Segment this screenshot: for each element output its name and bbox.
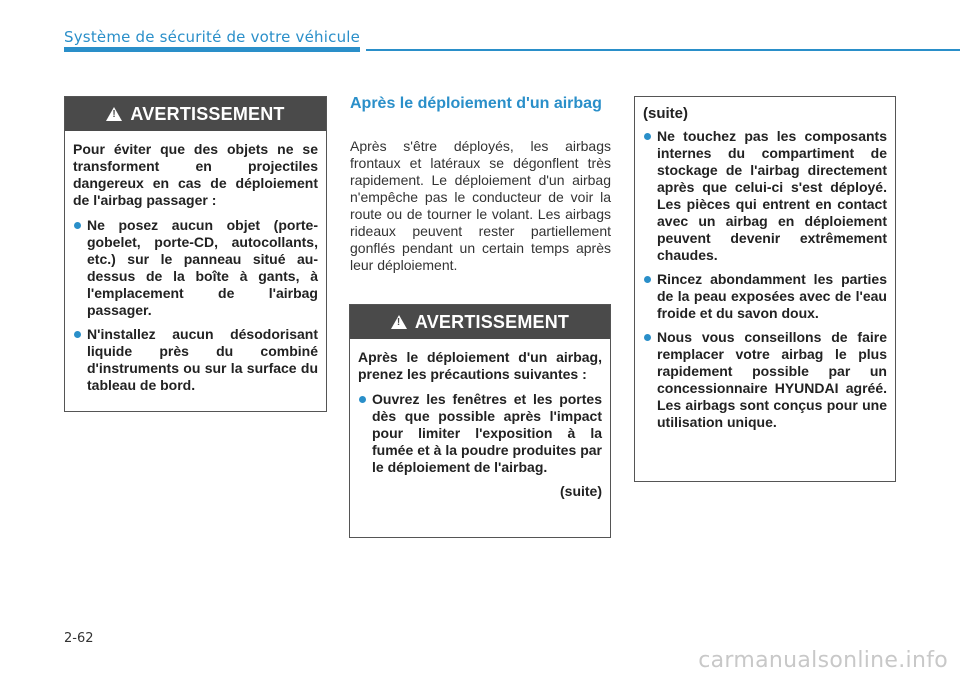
continued-heading: (suite) <box>643 105 688 122</box>
warning-item: Nous vous conseillons de faire remplacer votre airbag le plus rapidement possible par un concessionnaire HYUNDAI agréé. Les airbags sont conçus pour une utilisation unique. <box>643 329 887 431</box>
section-title: Après le déploiement d'un airbag <box>350 95 602 112</box>
page-number: 2-62 <box>64 631 94 646</box>
warning-header <box>65 97 326 131</box>
warning-box-left <box>64 96 327 412</box>
warning-box-middle <box>349 304 611 538</box>
continued-label: (suite) <box>560 483 602 499</box>
warning-list <box>358 391 602 476</box>
warning-box-right <box>634 96 896 482</box>
warning-body <box>65 131 326 409</box>
warning-intro: Pour éviter que des objets ne se transforment en projectiles dangereux en cas de déploiement de l'airbag passager : <box>73 141 318 208</box>
header-bar-right <box>366 49 960 51</box>
warning-item: Ouvrez les fenêtres et les portes dès que possible après l'impact pour limiter l'exposition à la fumée et à la poudre produites par le déploiement de l'airbag. <box>358 391 602 476</box>
warning-heading: AVERTISSEMENT <box>414 311 570 332</box>
warning-header <box>350 305 610 339</box>
header-title: Système de sécurité de votre véhicule <box>64 28 361 46</box>
warning-triangle-icon <box>391 315 407 329</box>
warning-intro: Après le déploiement d'un airbag, prenez les précautions suivantes : <box>358 349 602 382</box>
header-bar-left <box>64 47 360 52</box>
warning-item: Ne touchez pas les composants internes du compartiment de stockage de l'airbag directement après que celui-ci s'est déployé. Les pièces qui entrent en contact avec un airbag en déploiement peuvent devenir extrêmement chaudes. <box>643 128 887 264</box>
warning-body <box>350 339 610 508</box>
warning-list <box>73 217 318 394</box>
warning-body <box>635 97 895 446</box>
watermark: carmanualsonline.info <box>698 648 948 673</box>
warning-item: N'installez aucun désodorisant liquide près du combiné d'instruments ou sur la surface du tableau de bord. <box>73 326 318 394</box>
warning-heading: AVERTISSEMENT <box>130 103 285 124</box>
section-body: Après s'être déployés, les airbags frontaux et latéraux se dégonflent très rapidement. Le déploiement d'un airbag n'empêche pas le conducteur de voir la route ou de tourner le volant. Les airbags rideaux peuvent rester partiellement gonflés pendant un certain temps après leur déploiement. <box>350 138 611 273</box>
warning-item: Ne posez aucun objet (porte-gobelet, porte-CD, autocollants, etc.) sur le panneau situé au-dessus de la boîte à gants, à l'emplacement de l'airbag passager. <box>73 217 318 319</box>
warning-list <box>643 128 887 431</box>
warning-triangle-icon <box>106 107 122 121</box>
warning-item: Rincez abondamment les parties de la peau exposées avec de l'eau froide et du savon doux. <box>643 271 887 322</box>
